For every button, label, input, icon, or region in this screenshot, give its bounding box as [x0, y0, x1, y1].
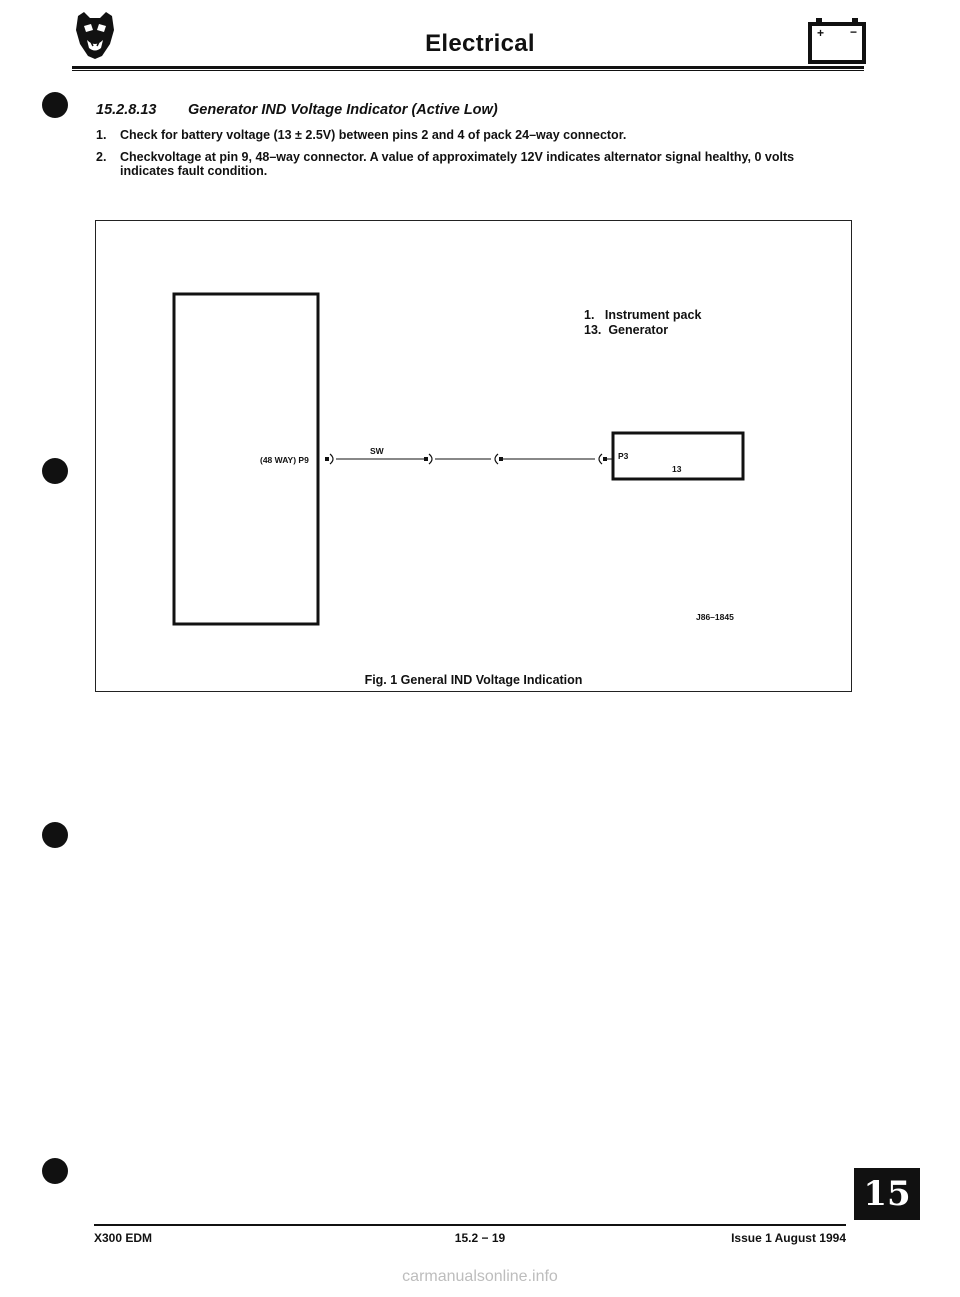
- step-2: [96, 150, 866, 178]
- inline-connector-terminal-2: [499, 457, 503, 461]
- generator-pin-label: P3: [618, 451, 629, 461]
- wiring-diagram-figure: [95, 220, 852, 692]
- binder-hole-1: [42, 92, 68, 118]
- step-2-text: Checkvoltage at pin 9, 48–way connector. A value of approximately 12V indicates alternator signal healthy, 0 volts: [120, 150, 795, 164]
- binder-hole-3: [42, 822, 68, 848]
- header-rule: [72, 66, 864, 69]
- generator-number-label: 13: [672, 464, 682, 474]
- watermark-link[interactable]: carmanualsonline.info: [402, 1268, 558, 1285]
- inline-connector-terminal-1: [424, 457, 428, 461]
- section-title: Generator IND Voltage Indicator (Active Low): [188, 102, 498, 118]
- binder-hole-4: [42, 1158, 68, 1184]
- footer-issue-date: Issue 1 August 1994: [731, 1231, 846, 1245]
- footer-page-number: 15.2 − 19: [454, 1231, 506, 1245]
- binder-hole-2: [42, 458, 68, 484]
- step-2-number: 2.: [96, 150, 107, 164]
- chapter-tab: 15: [854, 1168, 920, 1220]
- battery-plus-sign: +: [817, 26, 825, 40]
- header-rule-thin: [72, 70, 864, 71]
- connector-half-1: [330, 454, 333, 464]
- figure-caption: Fig. 1 General IND Voltage Indication: [364, 673, 583, 687]
- battery-minus-sign: −: [850, 25, 858, 39]
- legend-item-instrument-pack: 1. Instrument pack: [584, 308, 702, 322]
- figure-legend: [584, 308, 701, 338]
- step-1-text: Check for battery voltage (13 ± 2.5V) between pins 2 and 4 of pack 24–way connector.: [120, 128, 627, 142]
- footer-rule: [94, 1224, 846, 1226]
- step-1-number: 1.: [96, 128, 107, 142]
- pin-p9-terminal: [325, 457, 329, 461]
- wiring-diagram: [96, 221, 851, 691]
- pin-p3-terminal: [603, 457, 607, 461]
- step-2-text-continued: indicates fault condition.: [120, 164, 268, 178]
- wire-color-label: SW: [370, 446, 384, 456]
- step-1: [96, 128, 866, 142]
- section-number: 15.2.8.13: [96, 102, 157, 118]
- page-header-title: Electrical: [425, 30, 535, 57]
- pack-connector-label: (48 WAY) P9: [260, 455, 309, 465]
- inline-connector-half-2: [495, 454, 498, 464]
- section-heading: [96, 102, 498, 118]
- inline-connector-half-1: [429, 454, 432, 464]
- figure-reference-code: J86–1845: [696, 612, 734, 622]
- legend-item-generator: 13. Generator: [584, 323, 669, 337]
- footer-document-name: X300 EDM: [94, 1231, 153, 1245]
- battery-icon: [808, 18, 866, 64]
- connector-half-2: [599, 454, 602, 464]
